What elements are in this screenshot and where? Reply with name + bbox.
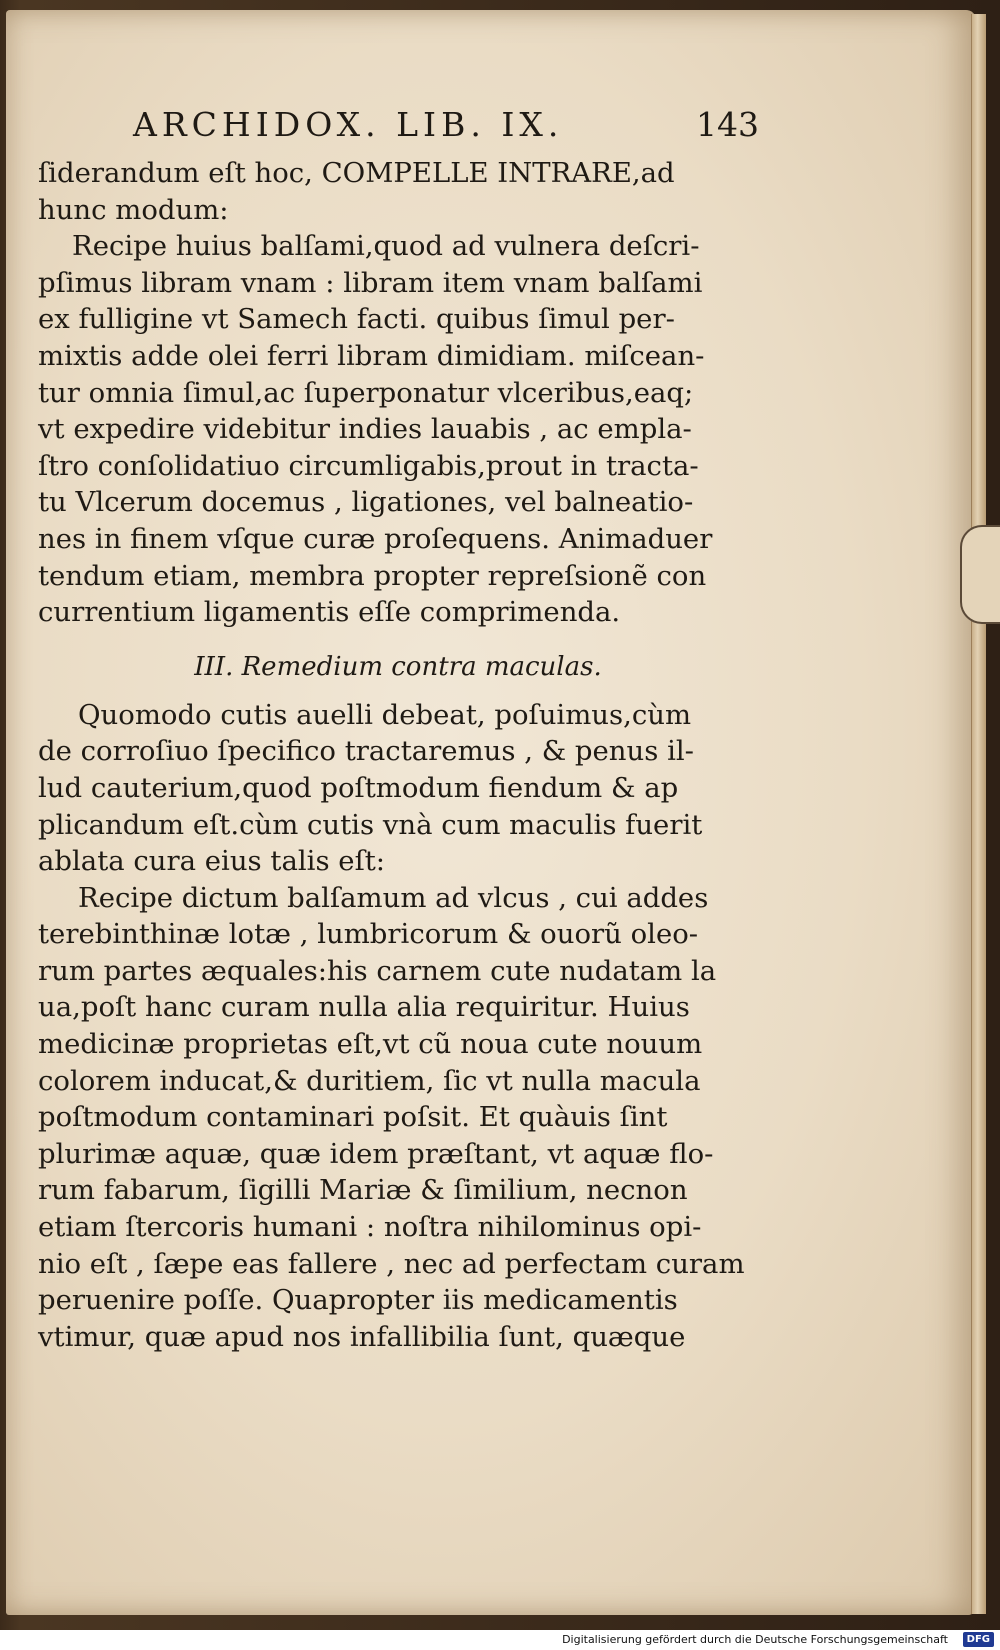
text-line: hunc modum: [38, 193, 229, 226]
text-line: mixtis adde olei ferri libram dimidiam. miſcean- [38, 339, 705, 372]
text-line: ſiderandum eſt hoc, COMPELLE INTRARE,ad [38, 157, 675, 189]
text-line: lud cauterium,quod poſtmodum fiendum & ap [38, 771, 679, 804]
dfg-logo: DFG [963, 1632, 994, 1647]
text-line: rum partes æquales:his carnem cute nudatam la [38, 954, 717, 987]
text-line: plicandum eſt.cùm cutis vnà cum maculis fuerit [38, 808, 703, 841]
text-line: pſimus libram vnam : libram item vnam balſami [38, 266, 703, 299]
page-number: 143 [696, 105, 759, 144]
text-line: ſtro conſolidatiuo circumligabis,prout in tracta- [38, 449, 699, 482]
text-line: ex fulligine vt Samech facti. quibus ſimul per- [38, 303, 675, 336]
text-line: de corroſiuo ſpecifico tractaremus , & penus il- [38, 735, 694, 768]
page-edge [971, 14, 986, 1614]
text-line: etiam ſtercoris humani : noſtra nihilominus opi- [38, 1211, 702, 1244]
text-line: Quomodo cutis auelli debeat, poſuimus,cùm [78, 698, 692, 731]
text-line: nes in finem vſque curæ proſequens. Animaduer [38, 522, 713, 555]
text-line: terebinthinæ lotæ , lumbricorum & ouorũ oleo- [38, 918, 699, 951]
text-line: nio eſt , ſæpe eas fallere , nec ad perfectam curam [38, 1247, 745, 1280]
text-line: rum fabarum, ſigilli Mariæ & ſimilium, necnon [38, 1174, 688, 1207]
running-head [38, 105, 758, 155]
first-paragraph-block [38, 155, 758, 631]
text-line: Recipe dictum balſamum ad vlcus , cui addes [78, 881, 709, 914]
text-line: Recipe huius balſami,quod ad vulnera deſcri- [72, 230, 700, 263]
text-line: tu Vlcerum docemus , ligationes, vel balneatio- [38, 486, 694, 519]
text-line: vtimur, quæ apud nos infallibilia ſunt, quæque [38, 1320, 686, 1353]
text-line: poſtmodum contaminari poſsit. Et quàuis ſint [38, 1101, 668, 1134]
text-line: peruenire poſſe. Quapropter iis medicamentis [38, 1284, 678, 1317]
text-line: colorem inducat,& duritiem, ſic vt nulla macula [38, 1064, 701, 1097]
book-page [6, 10, 976, 1615]
text-line: ablata cura eius talis eſt: [38, 845, 386, 878]
text-line: tendum etiam, membra propter repreſsionẽ con [38, 559, 707, 592]
text-line: plurimæ aquæ, quæ idem præſtant, vt aquæ flo- [38, 1137, 714, 1170]
running-title: ARCHIDOX. LIB. IX. [133, 105, 564, 144]
text-line: vt expedire videbitur indies lauabis , ac empla- [38, 413, 692, 446]
text-line: ua,poſt hanc curam nulla alia requiritur. Huius [38, 991, 690, 1024]
footer-credit-bar [0, 1630, 1000, 1650]
text-line: medicinæ proprietas eſt,vt cũ noua cute nouum [38, 1028, 703, 1061]
thumb-tab-marker [960, 525, 1000, 624]
page-content [38, 105, 758, 1355]
section-heading: III. Remedium contra maculas. [194, 651, 602, 682]
text-line: tur omnia ſimul,ac ſuperponatur vlceribus,eaq; [38, 376, 694, 409]
second-paragraph-block [38, 697, 758, 1356]
text-line: currentium ligamentis eſſe comprimenda. [38, 596, 621, 629]
footer-credit-text: Digitalisierung gefördert durch die Deutsche Forschungsgemeinschaft [562, 1633, 948, 1646]
